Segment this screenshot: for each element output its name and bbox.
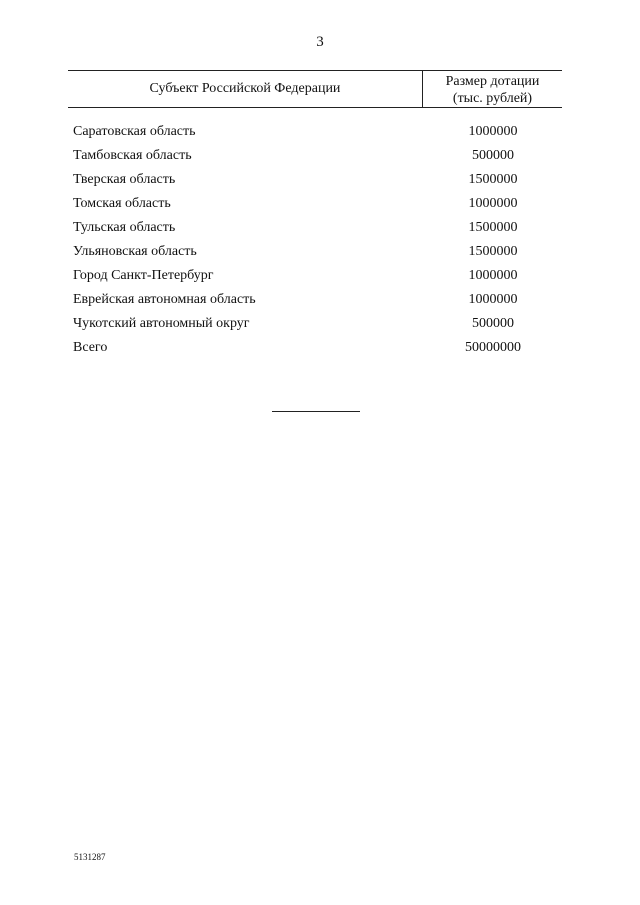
table-row xyxy=(73,268,562,292)
row-amount: 1000000 xyxy=(468,292,518,307)
total-amount: 50000000 xyxy=(465,340,521,355)
row-subject: Город Санкт-Петербург xyxy=(73,268,214,283)
page-number: 3 xyxy=(316,34,324,50)
row-amount: 1000000 xyxy=(468,268,518,283)
row-amount: 500000 xyxy=(472,148,514,163)
row-subject: Тверская область xyxy=(73,172,176,187)
end-rule xyxy=(272,411,360,412)
header-subject: Субъект Российской Федерации xyxy=(149,81,341,96)
table-row xyxy=(73,196,562,220)
table-row xyxy=(73,124,562,148)
table-row xyxy=(73,220,562,244)
row-subject: Ульяновская область xyxy=(73,244,197,259)
row-amount: 1000000 xyxy=(468,124,518,139)
table-row xyxy=(73,244,562,268)
table-body xyxy=(73,124,562,364)
table-row xyxy=(73,292,562,316)
row-subject: Еврейская автономная область xyxy=(73,292,256,307)
row-amount: 1000000 xyxy=(468,196,518,211)
row-amount: 1500000 xyxy=(468,220,518,235)
header-amount-unit: (тыс. рублей) xyxy=(452,91,533,106)
row-subject: Чукотский автономный округ xyxy=(73,316,250,331)
row-subject: Саратовская область xyxy=(73,124,196,139)
row-subject: Тульская область xyxy=(73,220,176,235)
header-amount-title: Размер дотации xyxy=(445,74,540,89)
row-subject: Тамбовская область xyxy=(73,148,192,163)
table-row xyxy=(73,148,562,172)
row-subject: Томская область xyxy=(73,196,171,211)
row-amount: 1500000 xyxy=(468,244,518,259)
table-header xyxy=(68,70,562,108)
table-row-total xyxy=(73,340,562,364)
table-row xyxy=(73,172,562,196)
document-code: 5131287 xyxy=(74,852,106,862)
total-label: Всего xyxy=(73,340,108,355)
header-amount xyxy=(423,73,562,107)
table-row xyxy=(73,316,562,340)
row-amount: 1500000 xyxy=(468,172,518,187)
row-amount: 500000 xyxy=(472,316,514,331)
